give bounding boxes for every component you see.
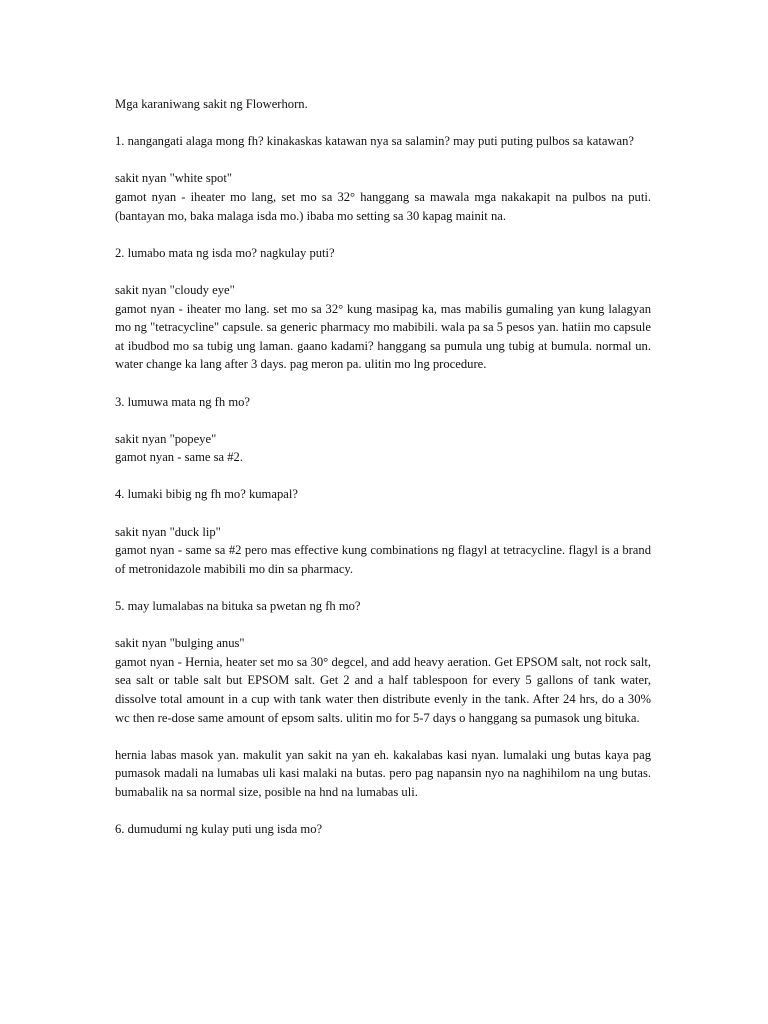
disease-2: sakit nyan "cloudy eye" bbox=[115, 282, 235, 297]
disease-3: sakit nyan "popeye" bbox=[115, 431, 217, 446]
question-5: 5. may lumalabas na bituka sa pwetan ng fh mo? bbox=[115, 599, 361, 614]
disease-block-1 bbox=[115, 169, 651, 225]
treatment-4: gamot nyan - same sa #2 pero mas effective kung combinations ng flagyl at tetracycline. flagyl is a brand of metronidazole mabibili mo din sa pharmacy. bbox=[115, 543, 651, 576]
question-4: 4. lumaki bibig ng fh mo? kumapal? bbox=[115, 487, 298, 502]
question-1: 1. nangangati alaga mong fh? kinakaskas katawan nya sa salamin? may puti puting pulbos sa katawan? bbox=[115, 134, 634, 149]
disease-5: sakit nyan "bulging anus" bbox=[115, 636, 245, 651]
disease-4: sakit nyan "duck lip" bbox=[115, 524, 221, 539]
treatment-3: gamot nyan - same sa #2. bbox=[115, 450, 244, 465]
treatment-2: gamot nyan - iheater mo lang. set mo sa 32° kung masipag ka, mas mabilis gumaling yan kung lalagyan mo ng "tetracycline" capsule. sa generic pharmacy mo mabibili. wala pa sa 5 pesos yan. hatiin mo capsule at ibudbod mo sa tubig ung laman. gaano kadami? hanggang sa pumula ung tubig at bumula. normal un. water change ka lang after 3 days. pag meron pa. ulitin mo lng procedure. bbox=[115, 301, 651, 372]
disease-block-2 bbox=[115, 281, 651, 374]
question-3: 3. lumuwa mata ng fh mo? bbox=[115, 394, 251, 409]
treatment-5: gamot nyan - Hernia, heater set mo sa 30° degcel, and add heavy aeration. Get EPSOM salt, not rock salt, sea salt or table salt but EPSOM salt. Get 2 and a half tablespoon for every 5 gallons of tank water, dissolve total amount in a cup with tank water then distribute evenly in the tank. After 24 hrs, do a 30% wc then re-dose same amount of epsom salts. ulitin mo for 5-7 days o hanggang sa pumasok ung bituka. bbox=[115, 654, 651, 725]
question-2: 2. lumabo mata ng isda mo? nagkulay puti? bbox=[115, 245, 335, 260]
treatment-1: gamot nyan - iheater mo lang, set mo sa 32° hanggang sa mawala mga nakakapit na pulbos na puti. (bantayan mo, baka malaga isda mo.) ibaba mo setting sa 30 kapag mainit na. bbox=[115, 189, 651, 223]
disease-block-3 bbox=[115, 430, 651, 467]
disease-block-5 bbox=[115, 634, 651, 727]
document-title: Mga karaniwang sakit ng Flowerhorn. bbox=[115, 97, 308, 111]
question-6: 6. dumudumi ng kulay puti ung isda mo? bbox=[115, 822, 323, 837]
document-page bbox=[115, 95, 651, 857]
note-5: hernia labas masok yan. makulit yan sakit na yan eh. kakalabas kasi nyan. lumalaki ung butas kaya pag pumasok madali na lumabas uli kasi malaki na butas. pero pag napansin nyo na naghihilom na ung butas. bumabalik na sa normal size, posible na hnd na lumabas uli. bbox=[115, 747, 651, 799]
disease-1: sakit nyan "white spot" bbox=[115, 171, 232, 186]
disease-block-4 bbox=[115, 523, 651, 579]
